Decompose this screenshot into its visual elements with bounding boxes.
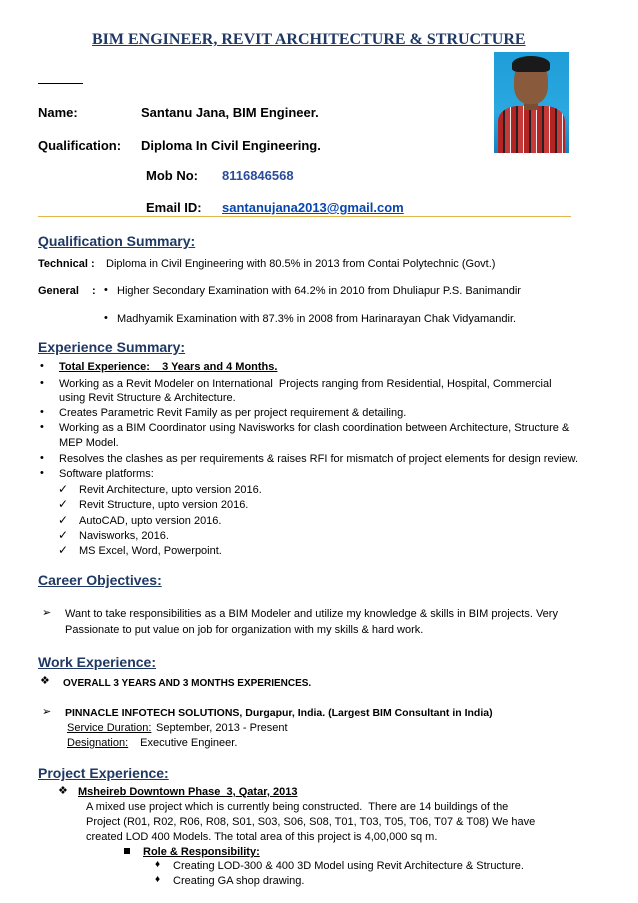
software-item: Revit Architecture, upto version 2016. xyxy=(79,484,262,496)
diamond-icon: ♦ xyxy=(155,859,161,870)
bullet-icon: • xyxy=(40,421,44,433)
role-item: Creating GA shop drawing. xyxy=(173,875,305,887)
bullet-icon: • xyxy=(40,377,44,389)
general-label: General xyxy=(38,285,79,297)
bullet-icon: • xyxy=(40,467,44,479)
square-bullet-icon xyxy=(124,848,130,854)
diamond-bullet-icon: ❖ xyxy=(58,785,68,797)
mobile-value: 8116846568 xyxy=(222,168,294,183)
qualification-summary-heading: Qualification Summary: xyxy=(38,233,196,249)
project-desc: created LOD 400 Models. The total area of this project is 4,00,000 sq m. xyxy=(86,831,438,843)
general-item: Higher Secondary Examination with 64.2% in 2010 from Dhuliapur P.S. Banimandir xyxy=(117,285,521,297)
role-heading: Role & Responsibility: xyxy=(143,846,260,858)
checkmark-icon: ✓ xyxy=(58,543,69,557)
email-label: Email ID: xyxy=(146,200,202,215)
arrow-bullet-icon: ➢ xyxy=(42,607,52,619)
diamond-icon: ♦ xyxy=(155,874,161,885)
checkmark-icon: ✓ xyxy=(58,482,69,496)
email-link[interactable]: santanujana2013@gmail.com xyxy=(222,200,404,215)
designation-value: Executive Engineer. xyxy=(131,737,238,749)
total-experience: Total Experience: 3 Years and 4 Months. xyxy=(59,361,278,373)
qualification-value: Diploma In Civil Engineering. xyxy=(141,138,321,153)
duration-value: September, 2013 - Present xyxy=(153,722,288,734)
diamond-bullet-icon: ❖ xyxy=(40,675,50,687)
checkmark-icon: ✓ xyxy=(58,513,69,527)
bullet-icon: • xyxy=(104,284,108,296)
experience-item: using Revit Structure & Architecture. xyxy=(59,392,236,404)
bullet-icon: • xyxy=(40,452,44,464)
career-text: Want to take responsibilities as a BIM Modeler and utilize my knowledge & skills in BIM projects. Very xyxy=(65,608,558,620)
experience-item: Working as a BIM Coordinator using Navisworks for clash coordination between Architecture, Structure & xyxy=(59,422,570,434)
experience-item: MEP Model. xyxy=(59,437,119,449)
project-desc: A mixed use project which is currently being constructed. There are 14 buildings of the xyxy=(86,801,509,813)
experience-item: Software platforms: xyxy=(59,468,154,480)
project-experience-heading: Project Experience: xyxy=(38,765,169,781)
project-desc: Project (R01, R02, R06, R08, S01, S03, S06, S08, T01, T03, T05, T06, T07 & T08) We have xyxy=(86,816,536,828)
experience-item: Creates Parametric Revit Family as per project requirement & detailing. xyxy=(59,407,407,419)
profile-photo xyxy=(494,52,569,153)
career-text: Passionate to put value on job for organization with my skills & hard work. xyxy=(65,624,424,636)
general-colon: : xyxy=(92,285,96,297)
company-name: PINNACLE INFOTECH SOLUTIONS, Durgapur, India. (Largest BIM Consultant in India) xyxy=(65,707,493,719)
resume-title: BIM ENGINEER, REVIT ARCHITECTURE & STRUCTURE xyxy=(92,31,526,48)
checkmark-icon: ✓ xyxy=(58,497,69,511)
bullet-icon: • xyxy=(40,406,44,418)
bullet-icon: • xyxy=(40,360,44,372)
designation-label: Designation: xyxy=(67,737,129,749)
arrow-bullet-icon: ➢ xyxy=(42,706,52,718)
header-rule xyxy=(38,83,83,84)
software-item: MS Excel, Word, Powerpoint. xyxy=(79,545,222,557)
checkmark-icon: ✓ xyxy=(58,528,69,542)
name-value: Santanu Jana, BIM Engineer. xyxy=(141,105,319,120)
experience-item: Resolves the clashes as per requirements & raises RFI for mismatch of project elements for design review. xyxy=(59,453,579,465)
career-objectives-heading: Career Objectives: xyxy=(38,572,162,588)
name-label: Name: xyxy=(38,105,78,120)
role-item: Creating LOD-300 & 400 3D Model using Revit Architecture & Structure. xyxy=(173,860,524,872)
overall-experience: OVERALL 3 YEARS AND 3 MONTHS EXPERIENCES. xyxy=(63,678,312,689)
software-item: Navisworks, 2016. xyxy=(79,530,169,542)
software-item: AutoCAD, upto version 2016. xyxy=(79,515,222,527)
software-item: Revit Structure, upto version 2016. xyxy=(79,499,249,511)
technical-text: Diploma in Civil Engineering with 80.5% in 2013 from Contai Polytechnic (Govt.) xyxy=(106,258,496,270)
work-experience-heading: Work Experience: xyxy=(38,654,157,670)
mobile-label: Mob No: xyxy=(146,168,198,183)
project-name: Msheireb Downtown Phase 3, Qatar, 2013 xyxy=(78,786,298,798)
experience-item: Working as a Revit Modeler on International Projects ranging from Residential, Hospital, Commercial xyxy=(59,378,552,390)
technical-label: Technical : xyxy=(38,258,95,270)
duration-label: Service Duration: xyxy=(67,722,152,734)
bullet-icon: • xyxy=(104,312,108,324)
general-item: Madhyamik Examination with 87.3% in 2008 from Harinarayan Chak Vidyamandir. xyxy=(117,313,517,325)
details-divider xyxy=(38,216,571,217)
experience-summary-heading: Experience Summary: xyxy=(38,339,186,355)
qualification-label: Qualification: xyxy=(38,138,122,153)
